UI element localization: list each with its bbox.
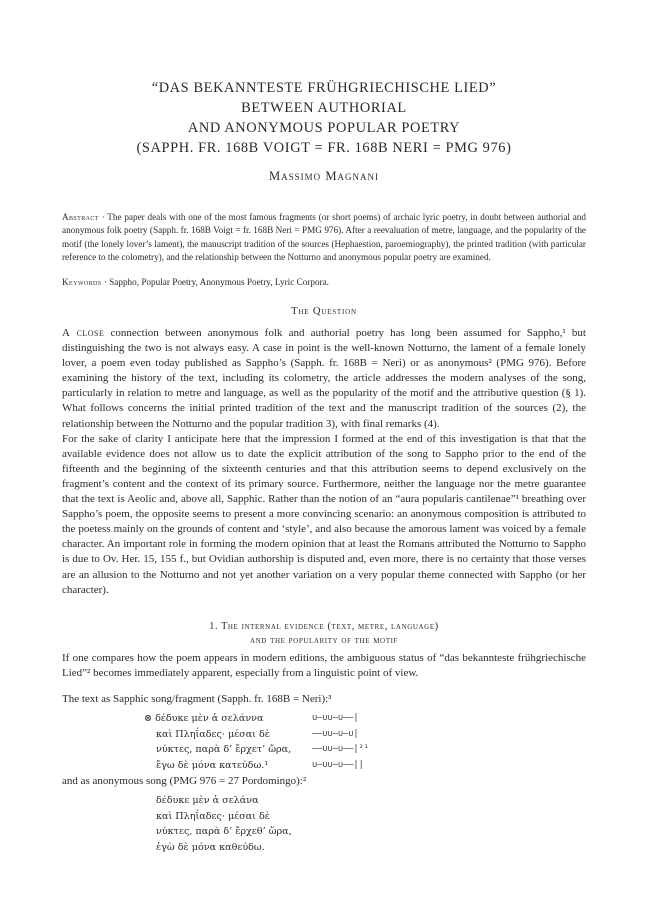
- poem-line: [144, 727, 404, 743]
- section-heading: The Question: [291, 306, 357, 317]
- abstract-label: Abstract: [62, 212, 99, 222]
- poem-intro: and as anonymous song (PMG 976 = 27 Pordomingo):²: [62, 775, 307, 787]
- article-title: [62, 78, 586, 158]
- keywords: [62, 276, 586, 289]
- title-line: “DAS BEKANNTESTE FRÜHGRIECHISCHE LIED”: [151, 80, 497, 96]
- sapphic-poem: [144, 711, 404, 773]
- meter-scheme: ––∪∪–∪–∪|: [312, 728, 359, 739]
- section-1-heading-line: and the popularity of the motif: [250, 635, 398, 646]
- title-line: BETWEEN AUTHORIAL: [241, 100, 407, 116]
- paragraph-lead: A close: [62, 327, 105, 339]
- paragraph-text: connection between anonymous folk and authorial poetry has long been assumed for Sappho,¹ but distinguishing the two is not always easy. A case in point is the well-known Notturno, the lament of a female lonely lover, a poem even today published as Sappho’s (Sapph. fr. 168B = Neri) or as anonymous² (PMG 976). Before examining the history of the text, including its colometry, the article addresses the modern analyses of the song, particularly in relation to metre and language, as well as the popularity of the motif and the attributive question (§ 1). What follows concerns the initial printed tradition of the text and the manuscript tradition of the sources (2), the relationship between the Notturno and the popular tradition 3), with final remarks (4).: [62, 327, 586, 430]
- poem-line: [144, 758, 404, 774]
- abstract: [62, 211, 586, 264]
- poem-line-text: νύκτες, παρὰ δ’ ἔρχετ’ ὤρα,: [156, 744, 292, 756]
- poem-line: [144, 742, 404, 758]
- poem-line-text: καὶ Πληΐαδες· μέσαι δὲ: [156, 728, 270, 740]
- title-line: AND ANONYMOUS POPULAR POETRY: [187, 120, 461, 136]
- paragraph: For the sake of clarity I anticipate here that the impression I formed at the end of this investigation is that that the available evidence does not allow us to date the explicit attribution of the song to Sappho prior to the end of the fifteenth and the beginning of the sixteenth centuries and that this attribution seems to depend exclusively on the fragment’s content and the context of its primary source. Furthermore, neither the language nor the metre guarantee that the text is Aeolic and, above all, Sapphic. Rather than the notion of an “aura popularis cantilenae”¹ breathing over Sappho’s poem, the opposite seems to present a more convincing scenario: an anonymous composition is attributed to the poetess mainly on the grounds of content and ‘style’, and also because the amorous lament was voiced by a female character. An important role in forming the modern opinion that at least the Romans attributed the Notturno to Sappho is due to Ov. Her. 15, 155 f., but Ovidian authorship is disputed and, even more, there is no certainty that those verses are an allusion to the Notturno and not yet another variation on a very popular theme connected with Sappho (or her character).: [62, 432, 586, 596]
- section-1-heading-line: 1. The internal evidence (text, metre, language): [209, 621, 439, 632]
- abstract-text: · The paper deals with one of the most famous fragments (or short poems) of archaic lyric poetry, in doubt between authorial and anonymous folk poetry (Sapph. fr. 168B Voigt = fr. 168B Neri = PMG 976). After a reevaluation of metre, language, and the popularity of the motif (the lonely lover’s lament), the manuscript tradition of the sources (Hephaestion, paroemiography), the printed tradition (with particular reference to the colometry), and the relationship between the Notturno and anonymous popular poetry are examined.: [62, 212, 586, 262]
- paragraph: If one compares how the poem appears in modern editions, the ambiguous status of “das bekannteste frühgriechische Lied”² becomes immediately apparent, especially from a linguistic point of view.: [62, 652, 586, 680]
- poem-line: νύκτες, παρὰ δ’ ἔρχεθ’ ὥρα,: [156, 826, 292, 838]
- meter-scheme: ∪–∪∪–∪––||: [312, 759, 364, 770]
- poem-line-text: ἔγω δὲ μόνα κατεύδω.¹: [156, 759, 269, 771]
- poem-intro: The text as Sapphic song/fragment (Sapph. fr. 168B = Neri):³: [62, 693, 332, 705]
- poem-line: δέδυκε μὲν ἁ σελάνα: [156, 795, 259, 806]
- section-1-heading: [62, 620, 586, 648]
- body-text: [62, 326, 586, 598]
- meter-scheme: ––∪∪–∪––|²¹: [312, 744, 369, 755]
- poem-line: ἐγὼ δὲ μόνα καθεύδω.: [156, 841, 265, 853]
- anonymous-poem: [156, 793, 396, 855]
- meter-scheme: ∪–∪∪–∪––|: [312, 713, 359, 723]
- keywords-label: Keywords: [62, 277, 102, 287]
- poem-line-text: ⊗ δέδυκε μὲν ἀ σελάννα: [144, 713, 264, 724]
- title-line: (SAPPH. FR. 168B VOIGT = FR. 168B NERI = PMG 976): [136, 140, 512, 156]
- keywords-text: · Sappho, Popular Poetry, Anonymous Poetry, Lyric Corpora.: [101, 277, 329, 287]
- poem-line: [144, 711, 404, 727]
- author-name: Massimo Magnani: [268, 169, 380, 183]
- poem-line: καὶ Πληΐαδες· μέσαι δὲ: [156, 810, 270, 822]
- paragraph: [62, 326, 586, 432]
